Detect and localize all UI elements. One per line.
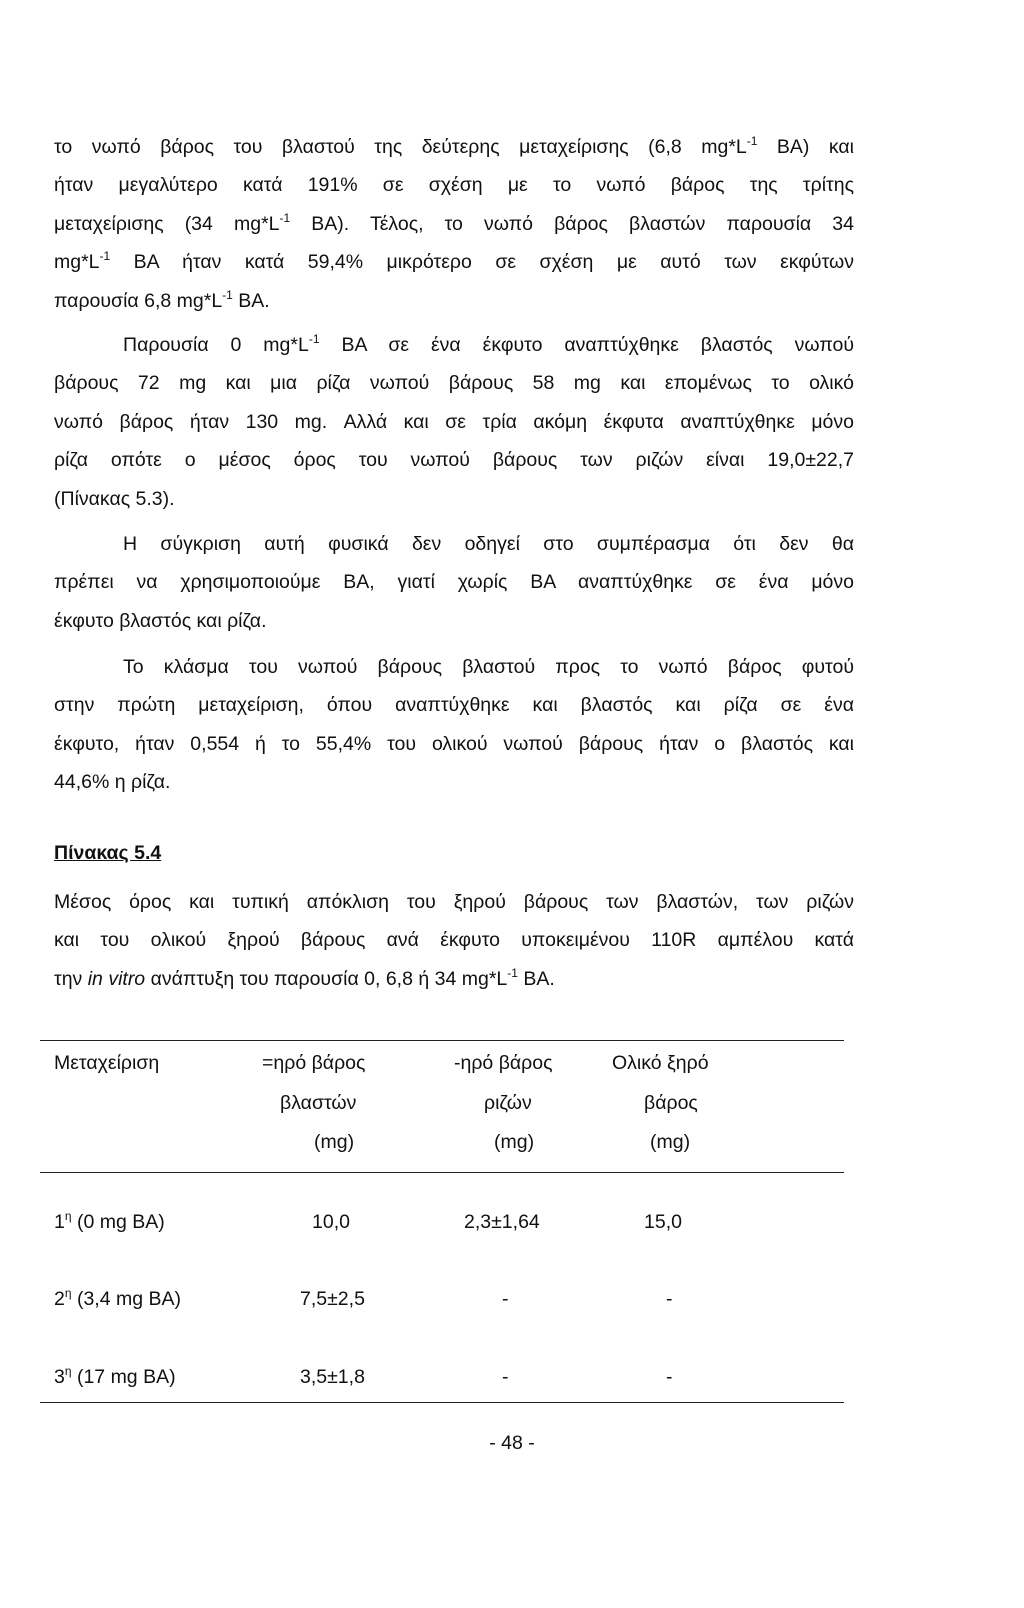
table-caption [54,883,854,998]
text-line: Το κλάσμα του νωπού βάρους βλαστού προς το νωπό βάρος φυτού [123,656,854,678]
column-header-total-weight: βάρος [644,1092,698,1114]
treatment-cell: $2^\eta$ (3,4 mg BA) [54,1286,181,1310]
paragraph-4 [54,648,854,802]
text-line: 44,6% η ρίζα. [54,771,171,794]
treatment-cell: $3^\eta$ (17 mg BA) [54,1364,176,1388]
paragraph-3 [54,525,854,640]
total-weight-cell: 15,0 [644,1211,682,1233]
column-header-root-weight: -ηρό βάρος [454,1052,553,1074]
text-line: παρουσία 6,8 $mg*L^{-1}$ ΒΑ. [54,287,270,312]
text-line: έκφυτο, ήταν 0,554 ή το 55,4% του ολικού νωπού βάρους ήταν ο βλαστός και [54,732,854,755]
text-line: ήταν μεγαλύτερο κατά 191% σε σχέση με το νωπό βάρος της τρίτης [54,174,854,197]
column-header-treatment: Μεταχείριση [54,1052,160,1074]
table-heading: Πίνακας 5.4 [54,842,162,864]
root-weight-cell: 2,3±1,64 [464,1211,540,1233]
root-weight-cell: - [502,1288,509,1310]
table-top-rule [40,1040,844,1041]
text-line: έκφυτο βλαστός και ρίζα. [54,609,267,632]
treatment-cell: $1^\eta$ (0 mg BA) [54,1209,165,1233]
shoot-weight-cell: 10,0 [312,1211,350,1233]
table-header-rule [40,1172,844,1173]
text-line: Παρουσία 0 $mg*L^{-1}$ ΒΑ σε ένα έκφυτο αναπτύχθηκε βλαστός νωπού [123,332,855,356]
paragraph-2 [54,326,854,518]
page-number: - 48 - [489,1432,535,1454]
column-header-shoot-weight: =ηρό βάρος [262,1052,366,1074]
column-header-shoot-weight: (mg) [314,1131,355,1153]
text-line: (Πίνακας 5.3). [54,487,175,510]
text-line: πρέπει να χρησιμοποιούμε ΒΑ, γιατί χωρίς ΒΑ αναπτύχθηκε σε ένα μόνο [54,571,854,594]
shoot-weight-cell: 7,5±2,5 [300,1288,365,1310]
text-line: την in vitro ανάπτυξη του παρουσία 0, 6,8 ή 34 $mg*L^{-1}$ ΒΑ. [54,965,555,990]
text-line: στην πρώτη μεταχείριση, όπου αναπτύχθηκε και βλαστός και ρίζα σε ένα [54,694,854,717]
total-weight-cell: - [666,1288,673,1310]
column-header-total-weight: (mg) [650,1131,691,1153]
text-line: βάρους 72 mg και μια ρίζα νωπού βάρους 58 mg και επομένως το ολικό [54,372,854,395]
column-header-shoot-weight: βλαστών [280,1092,357,1114]
text-line: ρίζα οπότε ο μέσος όρος του νωπού βάρους των ριζών είναι 19,0±22,7 [54,449,854,472]
text-line: και του ολικού ξηρού βάρους ανά έκφυτο υποκειμένου 110R αμπέλου κατά [54,929,854,952]
text-line: νωπό βάρος ήταν 130 mg. Αλλά και σε τρία ακόμη έκφυτα αναπτύχθηκε μόνο [54,410,854,433]
column-header-root-weight: (mg) [494,1131,535,1153]
paragraph-1 [54,128,854,320]
shoot-weight-cell: 3,5±1,8 [300,1366,365,1388]
total-weight-cell: - [666,1366,673,1388]
text-line: Η σύγκριση αυτή φυσικά δεν οδηγεί στο συμπέρασμα ότι δεν θα [123,533,854,555]
root-weight-cell: - [502,1366,509,1388]
table-bottom-rule [40,1402,844,1403]
text-line: $mg*L^{-1}$ ΒΑ ήταν κατά 59,4% μικρότερο σε σχέση με αυτό των εκφύτων [54,249,854,274]
text-line: το νωπό βάρος του βλαστού της δεύτερης μεταχείρισης (6,8 $mg*L^{-1}$ ΒΑ) και [54,134,854,158]
text-line: Μέσος όρος και τυπική απόκλιση του ξηρού βάρους των βλαστών, των ριζών [54,891,854,913]
column-header-root-weight: ριζών [484,1092,532,1114]
column-header-total-weight: Ολικό ξηρό [612,1052,709,1074]
text-line: μεταχείρισης (34 $mg*L^{-1}$ ΒΑ). Τέλος, το νωπό βάρος βλαστών παρουσία 34 [54,210,854,235]
